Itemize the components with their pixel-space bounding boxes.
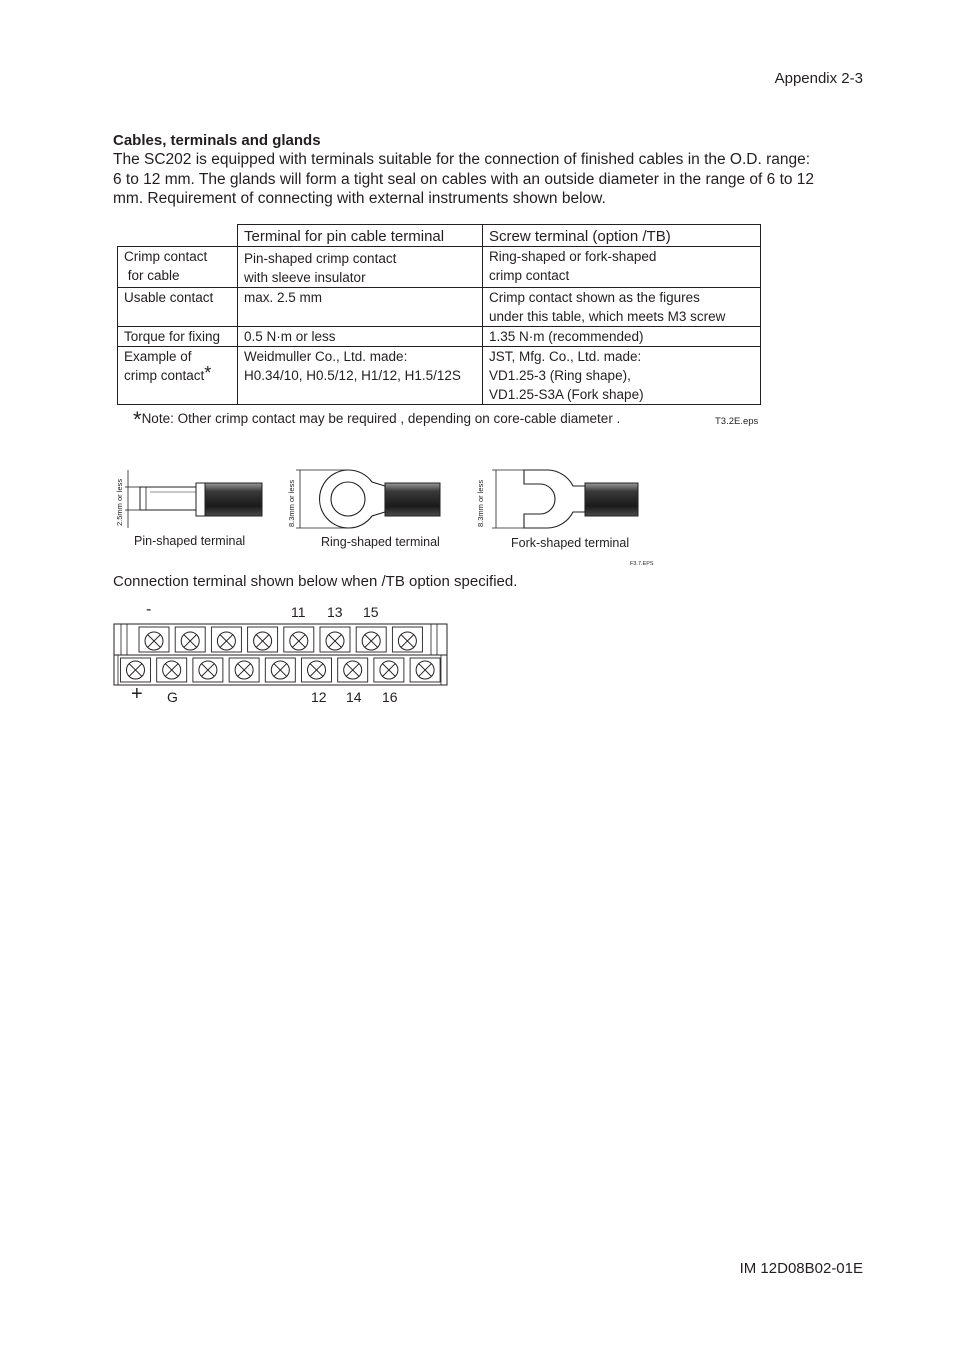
cell-line: under this table, which meets M3 screw [489, 309, 726, 324]
pin-caption: Pin-shaped terminal [134, 534, 246, 548]
pin-terminal-drawing [125, 470, 262, 528]
cell-line: Torque for fixing [124, 329, 221, 344]
terminal-number-12: 12 [311, 689, 327, 705]
screw-cell [483, 347, 761, 405]
row-label [118, 347, 238, 405]
terminal-number-11: 11 [291, 604, 306, 620]
cell-text: crimp contact [124, 368, 205, 383]
pin-dimension-label: 2.5mm or less [115, 478, 124, 526]
cell-line: Crimp contact shown as the figures [489, 290, 700, 305]
terminal-figures [110, 462, 670, 537]
cell-line [124, 363, 232, 385]
ground-label: G [167, 689, 178, 705]
spec-table [117, 224, 761, 405]
note-text: Note: Other crimp contact may be required , depending on core-cable diameter . [141, 411, 621, 426]
cell-line: max. 2.5 mm [244, 290, 323, 305]
row-label [118, 247, 238, 288]
cell-line: for cable [124, 268, 180, 283]
cell-line: VD1.25-3 (Ring shape), [489, 368, 631, 383]
cell-line: H0.34/10, H0.5/12, H1/12, H1.5/12S [244, 368, 461, 383]
row-label [118, 327, 238, 347]
fork-dimension-label: 8.3mm or less [476, 479, 485, 527]
table-ref: T3.2E.eps [715, 416, 759, 427]
table-row [118, 347, 761, 405]
intro-line: 6 to 12 mm. The glands will form a tight seal on cables with an outside diameter in the range of 6 to 12 [113, 170, 815, 188]
ring-dimension-label: 8.3mm or less [287, 479, 296, 527]
fork-terminal-drawing [492, 470, 638, 528]
cell-line: Weidmuller Co., Ltd. made: [244, 349, 408, 364]
screw-cell [483, 327, 761, 347]
fork-caption: Fork-shaped terminal [511, 536, 630, 550]
figure-ref: F3.7.EPS [630, 561, 654, 567]
screw-cell [483, 247, 761, 288]
screw-cell [483, 288, 761, 327]
ring-caption: Ring-shaped terminal [321, 535, 440, 549]
cell-line: Crimp contact [124, 249, 208, 264]
row-label [118, 288, 238, 327]
cell-line: with sleeve insulator [244, 270, 366, 285]
document-id: IM 12D08B02-01E [739, 1260, 863, 1277]
cell-line: Usable contact [124, 290, 214, 305]
asterisk-mark: * [204, 363, 212, 383]
cell-line: 1.35 N·m (recommended) [489, 329, 644, 344]
terminal-number-16: 16 [382, 689, 398, 705]
asterisk-mark: * [133, 407, 142, 432]
table-row [118, 247, 761, 288]
cell-line: VD1.25-S3A (Fork shape) [489, 387, 644, 402]
table-header-row [118, 225, 761, 247]
terminal-number-15: 15 [363, 604, 379, 620]
page-label: Appendix 2-3 [774, 70, 863, 87]
minus-label: - [146, 601, 152, 618]
header-cell-pin: Terminal for pin cable terminal [238, 225, 483, 247]
terminal-number-13: 13 [327, 604, 343, 620]
ring-terminal-drawing [296, 470, 440, 528]
terminal-block [113, 622, 449, 688]
pin-cell [238, 327, 483, 347]
cell-line: 0.5 N·m or less [244, 329, 336, 344]
plus-label: + [131, 683, 143, 705]
cell-line: Pin-shaped crimp contact [244, 251, 397, 266]
table-note [133, 407, 620, 433]
cell-line: Ring-shaped or fork-shaped [489, 249, 657, 264]
cell-line: crimp contact [489, 268, 570, 283]
connection-text: Connection terminal shown below when /TB option specified. [113, 573, 518, 590]
intro-line: mm. Requirement of connecting with external instruments shown below. [113, 190, 606, 207]
table-row [118, 288, 761, 327]
cell-line: JST, Mfg. Co., Ltd. made: [489, 349, 642, 364]
pin-cell [238, 347, 483, 405]
intro-paragraph [113, 150, 858, 209]
intro-line: The SC202 is equipped with terminals suitable for the connection of finished cables in the O.D. range: [113, 151, 811, 168]
cell-line: Example of [124, 349, 192, 364]
section-title: Cables, terminals and glands [113, 132, 321, 149]
terminal-number-14: 14 [346, 689, 362, 705]
pin-cell [238, 247, 483, 288]
header-cell-screw: Screw terminal (option /TB) [483, 225, 761, 247]
header-cell-blank [118, 225, 238, 247]
pin-cell [238, 288, 483, 327]
table-row [118, 327, 761, 347]
